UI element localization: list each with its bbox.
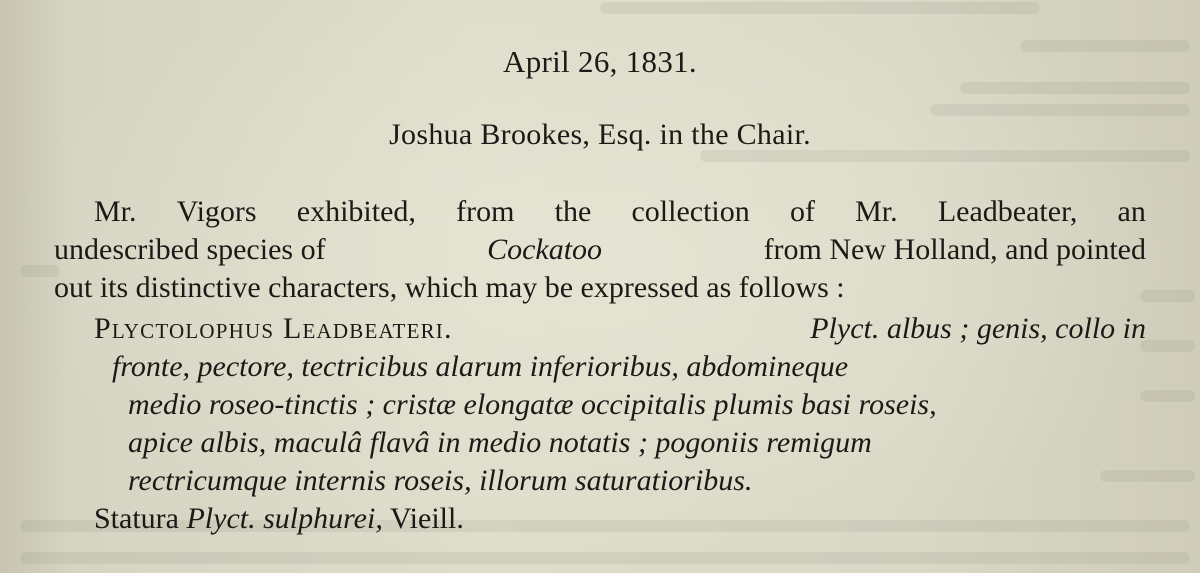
word: Mr. — [855, 195, 898, 228]
italic-genus: Cockatoo — [487, 233, 603, 266]
word: Leadbeater, — [937, 195, 1078, 228]
description-line-1 — [54, 310, 1146, 348]
word: the — [554, 195, 592, 228]
word: of — [789, 195, 815, 228]
meeting-date: April 26, 1831. — [503, 44, 697, 79]
word: collection — [631, 195, 750, 228]
chair-line: Joshua Brookes, Esq. in the Chair. — [389, 118, 811, 151]
word: Vigors — [176, 195, 257, 228]
description-line-5: rectricumque internis roseis, illorum saturatioribus. — [128, 464, 753, 497]
statura-author: Vieill. — [389, 502, 464, 535]
text-segment: undescribed species of — [54, 233, 326, 266]
word: exhibited, — [296, 195, 416, 228]
word: from — [456, 195, 515, 228]
species-description — [54, 310, 1146, 538]
species-name: Plyctolophus Leadbeateri. — [94, 312, 453, 345]
description-line-3: medio roseo-tinctis ; cristæ elongatæ occipitalis plumis basi roseis, — [128, 388, 937, 421]
paragraph-line-1 — [54, 193, 1146, 231]
description-line-4: apice albis, maculâ flavâ in medio notatis ; pogoniis remigum — [128, 426, 872, 459]
statura-line — [54, 500, 1146, 538]
text-segment: from New Holland, and pointed — [763, 233, 1146, 266]
latin-text: Plyct. albus ; genis, collo in — [810, 312, 1146, 345]
paragraph-line-3: out its distinctive characters, which may be expressed as follows : — [54, 271, 845, 304]
exhibit-paragraph — [54, 193, 1146, 307]
description-line-2: fronte, pectore, tectricibus alarum inferioribus, abdomineque — [112, 350, 849, 383]
word: Mr. — [94, 195, 137, 228]
statura-species: Plyct. sulphurei, — [186, 502, 383, 535]
statura-label: Statura — [94, 502, 179, 535]
paragraph-line-2 — [54, 231, 1146, 269]
word: an — [1117, 195, 1146, 228]
